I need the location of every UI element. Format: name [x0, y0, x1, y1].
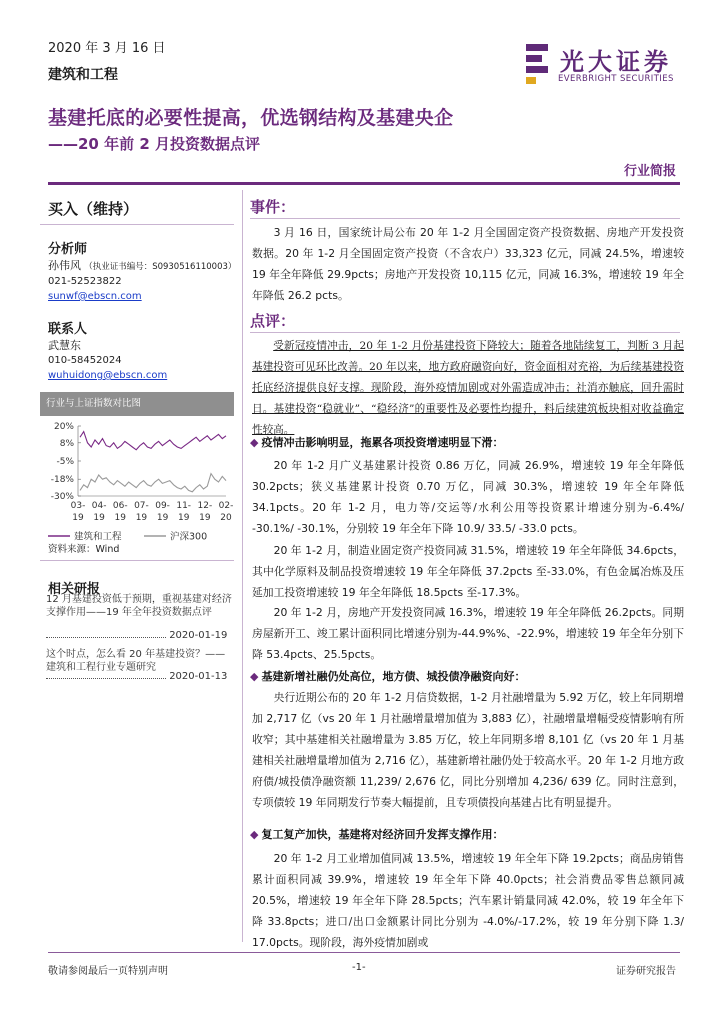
paragraph-3: 20 年 1-2 月，房地产开发投资同减 16.3%，增速较 19 年全年降低 26.2pcts。同期房屋新开工、竣工累计面积同比增速分别为-44.9%%、-22.9%，增速较 19 年全年分别下降 53.4pcts、25.5pcts。	[252, 606, 684, 661]
report-date: 2020 年 3 月 16 日	[48, 41, 166, 56]
x-tick-label: 11-	[176, 501, 192, 511]
x-tick-label-year: 19	[114, 513, 127, 523]
x-tick-label-year: 20	[220, 513, 232, 523]
report-subtitle: ——20 年前 2 月投资数据点评	[48, 135, 260, 153]
legend-label: 沪深300	[170, 531, 208, 543]
diamond-icon: ◆	[250, 670, 259, 683]
paragraph-2: 20 年 1-2 月，制造业固定资产投资同减 31.5%，增速较 19 年全年降低 34.6pcts，其中化学原料及制品投资增速较 19 年全年降低 37.2pcts 至-33.0%，有色金属冶炼及压延加工投资增速较 19 年全年降低 18.5pcts 至-17.3%。	[252, 544, 684, 599]
page-number: -1-	[352, 962, 366, 973]
related-report-2[interactable]: 这个时点，怎么看 20 年基建投资？——建筑和工程行业专题研究	[46, 649, 226, 673]
x-tick-label-year: 19	[199, 513, 211, 523]
bullet-heading-2: ◆ 基建新增社融仍处高位，地方债、城投债净融资向好：	[250, 670, 526, 683]
y-tick-label: -30%	[50, 492, 74, 502]
report-title: 基建托底的必要性提高，优选钢结构及基建央企	[48, 107, 454, 129]
rating-divider	[40, 224, 234, 225]
chart-source: 资料来源：Wind	[48, 544, 120, 555]
analyst-email-link[interactable]: sunwf@ebscn.com	[48, 291, 142, 302]
x-tick-label-year: 19	[93, 513, 105, 523]
contact-email-link[interactable]: wuhuidong@ebscn.com	[48, 370, 168, 381]
x-tick-label: 06-	[112, 501, 128, 511]
bullet-heading-1: ◆ 疫情冲击影响明显，拖累各项投资增速明显下滑：	[250, 436, 504, 449]
comment-text: 受新冠疫情冲击，20 年 1-2 月份基建投资下降较大；随着各地陆续复工，判断 3 月起基建投资可见环比改善。20 年以来，地方政府融资向好，资金面相对充裕，为后续基建投资托底经济提供良好支撑。现阶段，海外疫情加剧或对外需造成冲击；社消亦触底，回升需时日。基建投资“稳就业”、“稳经济”的重要性及必要性均提升，料后续建筑板块相对收益确定性较高。	[252, 340, 684, 436]
paragraph-4: 央行近期公布的 20 年 1-2 月信贷数据，1-2 月社融增量为 5.92 万亿，较上年同期增加 2,717 亿（vs 20 年 1 月社融增量增加值为 3,883 亿），社融增量增幅受疫情影响有所收窄；其中基建相关社融增量为 3.85 万亿，较上年同期多增 8,101 亿（vs 20 年 1 月基建相关社融增量增加值为 2,716 亿），基建新增社融仍处于较高水平。20 年 1-2 月地方政府债/城投债净融资额 11,239/ 2,676 亿，同比分别增加 4,236/ 639 亿。同时注意到，专项债较 19 年同期发行节奏大幅提前，且专项债投向基建占比有明显提升。	[252, 691, 684, 809]
analyst-cert: （执业证书编号：S0930516110003）	[84, 262, 237, 272]
x-tick-label-year: 19	[72, 513, 84, 523]
paragraph-5: 20 年 1-2 月工业增加值同减 13.5%，增速较 19 年全年下降 19.2pcts；商品房销售累计面积同减 39.9%，增速较 19 年全年下降 40.0pcts；社会消费品零售总额同减 20.5%，增速较 19 年全年下降 28.5pcts；汽车累计销量同减 42.0%，较 19 年全年下降 33.8pcts；进口/出口金额累计同比分别为 -4.0%/-17.2%，较 19 年分别下降 1.3/ 17.0pcts。现阶段，海外疫情加剧或	[252, 852, 684, 949]
x-tick-label-year: 19	[135, 513, 148, 523]
brand-name-en: EVERBRIGHT SECURITIES	[558, 74, 674, 84]
x-tick-label-year: 19	[156, 513, 169, 523]
footer-divider	[48, 952, 680, 953]
y-tick-label: -18%	[50, 475, 74, 486]
related-report-1[interactable]: 12 月基建投资低于预期，重视基建对经济支撑作用——19 年全年投资数据点评	[46, 594, 232, 618]
legend-label: 建筑和工程	[74, 531, 122, 543]
column-divider	[242, 190, 243, 942]
analyst-info	[48, 258, 236, 275]
event-text: 3 月 16 日，国家统计局公布 20 年 1-2 月全国固定资产投资数据、房地产开发投资数据。20 年 1-2 月全国固定资产投资（不含农户）33,323 亿元，同减 24.5%，增速较 19 年全年降低 29.9pcts；房地产开发投资 10,115 亿元，同减 16.3%，增速较 19 年全年降低 26.2 pcts。	[252, 226, 684, 302]
paragraph-1: 20 年 1-2 月广义基建累计投资 0.86 万亿，同减 26.9%，增速较 19 年全年降低 30.2pcts；狭义基建累计投资 0.70 万亿，同减 30.3%，增速较 19 年全年降低 34.1pcts。20 年 1-2 月，电力等/交运等/水利公用等投资累计增速分别为-6.4%/ -30.1%/ -30.1%，分别较 19 年全年下降 10.9/ 33.5/ -33.0 pcts。	[252, 459, 684, 535]
contact-name: 武慧东	[48, 339, 81, 352]
comment-rule	[250, 332, 680, 333]
industry-name: 建筑和工程	[48, 67, 118, 83]
analyst-name: 孙伟风	[48, 259, 81, 272]
comment-heading: 点评：	[250, 312, 296, 330]
analyst-heading: 分析师	[48, 242, 88, 257]
header-divider	[48, 182, 680, 185]
event-heading: 事件：	[250, 198, 296, 216]
diamond-icon: ◆	[250, 436, 259, 449]
related-report-1-date-row	[46, 630, 234, 641]
chart-divider	[40, 560, 234, 561]
x-tick-label: 07-	[134, 501, 149, 511]
contact-phone: 010-58452024	[48, 355, 122, 366]
series-line-2	[80, 474, 226, 492]
diamond-icon: ◆	[250, 828, 259, 841]
y-tick-label: -5%	[56, 457, 74, 467]
related-report-1-date: 2020-01-19	[169, 630, 228, 641]
x-tick-label: 09-	[155, 501, 170, 511]
related-report-2-date: 2020-01-13	[169, 671, 228, 682]
related-report-2-date-row	[46, 671, 234, 682]
analyst-phone: 021-52523822	[48, 276, 122, 287]
brand-name-cn: 光大证券	[560, 47, 672, 76]
chart-title: 行业与上证指数对比图	[40, 392, 234, 416]
y-tick-label: 20%	[53, 422, 74, 432]
x-tick-label: 03-	[70, 501, 86, 511]
x-tick-label-year: 19	[177, 513, 190, 523]
brand-logo-mark	[522, 42, 552, 86]
x-tick-label: 04-	[91, 501, 107, 511]
report-type: 行业简报	[623, 164, 676, 179]
series-line-1	[80, 432, 226, 450]
rating: 买入（维持）	[48, 200, 139, 218]
x-tick-label: 02-	[218, 501, 234, 511]
x-tick-label: 12-	[197, 501, 213, 511]
bullet-heading-3: ◆ 复工复产加快，基建将对经济回升发挥支撑作用：	[250, 828, 504, 841]
dotted-leader	[46, 678, 166, 679]
contact-heading: 联系人	[48, 322, 88, 337]
footer-disclaimer: 敬请参阅最后一页特别声明	[48, 966, 168, 977]
related-heading: 相关研报	[48, 582, 101, 597]
footer-report-label: 证券研究报告	[616, 966, 676, 977]
y-tick-label: 8%	[59, 438, 74, 449]
event-rule	[250, 218, 680, 219]
dotted-leader	[46, 637, 166, 638]
brand-logo	[522, 42, 552, 86]
